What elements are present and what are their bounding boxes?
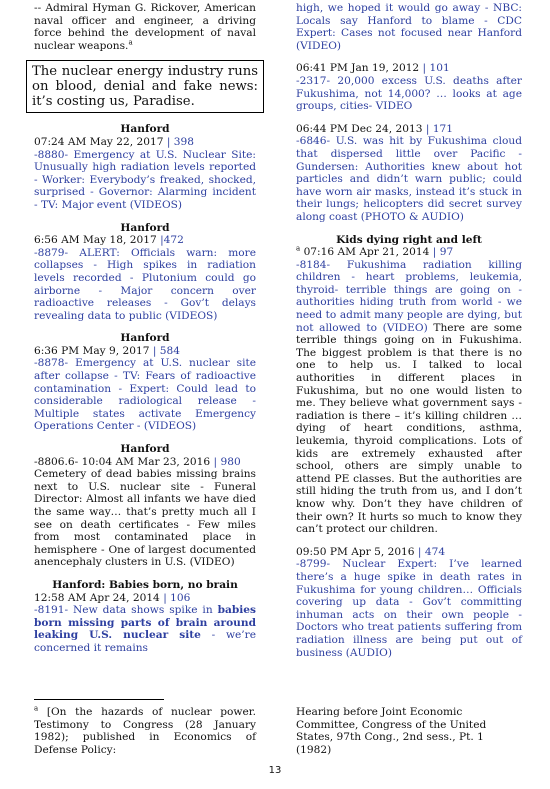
news-entry [34, 332, 256, 433]
rickover-quote-attribution: -- Admiral Hyman G. Rickover, American naval officer and engineer, a driving force behind the development of naval nuclear weapons.$^a$ [34, 2, 256, 52]
entry-meta: 07:24 AM May 22, 2017 | 398 [34, 135, 195, 148]
entry-count-link[interactable]: 398 [173, 135, 195, 148]
entry-heading: Hanford [120, 123, 170, 136]
news-entry [296, 234, 522, 536]
news-entry [296, 123, 522, 224]
entry-date: 6:56 AM May 18, 2017 [34, 234, 157, 247]
highlighted-text: babies born missing parts of brain around leaking U.S. nuclear site [34, 604, 256, 642]
entry-count-link[interactable]: 106 [170, 591, 191, 604]
news-entry [34, 579, 256, 655]
entry-date: 06:41 PM Jan 19, 2012 [296, 62, 420, 75]
entry-meta: 06:44 PM Dec 24, 2013 | 171 [296, 122, 454, 135]
entry-date: -8806.6- 10:04 AM Mar 23, 2016 [34, 455, 211, 468]
right-column [296, 2, 522, 659]
entry-body-link[interactable]: -8799- Nuclear Expert: I’ve learned there’s a huge spike in death rates in Fukushima for young children… Officials covering up data - Gov’t committing inhuman acts on their own people - Doctors who treat patients suffering from radiation illness are being put out of business (AUDIO) [296, 558, 522, 659]
callout-box: The nuclear energy industry runs on blood, denial and fake news: it’s costing us, Paradise. [26, 60, 264, 113]
entry-meta: 6:36 PM May 9, 2017 | 584 [34, 344, 181, 357]
footnote-marker: a [34, 704, 39, 713]
entry-heading: Hanford: Babies born, no brain [52, 578, 238, 591]
entry-meta: 09:50 PM Apr 5, 2016 | 474 [296, 545, 446, 558]
news-entry [34, 443, 256, 569]
entry-heading: Hanford [120, 332, 170, 345]
entry-meta: 12:58 AM Apr 24, 2014 | 106 [34, 591, 191, 604]
footnote-marker: a [128, 38, 133, 47]
footnote-left: $^a$ [On the hazards of nuclear power. Testimony to Congress (28 January 1982); published in Economics of Defense Policy: [34, 704, 256, 756]
entry-heading: Kids dying right and left [336, 233, 482, 246]
entry-count-link[interactable]: 472 [163, 234, 184, 247]
entry-date: 07:24 AM May 22, 2017 [34, 135, 164, 148]
footnote-divider [34, 699, 164, 700]
entry-meta: -8806.6- 10:04 AM Mar 23, 2016 | 980 [34, 455, 241, 468]
footnote-marker: a [296, 244, 301, 253]
entry-count-link[interactable]: 101 [429, 62, 450, 75]
entry-meta: $^a$ 07:16 AM Apr 21, 2014 | 97 [296, 244, 454, 259]
entry-count-link[interactable]: 584 [159, 344, 181, 357]
entry-count: 980 [220, 455, 241, 468]
quote-text: There are some terrible things going on in Fukushima. The biggest problem is that there is no one to help us. I talked to local authorities in different places in Fukushima, but no one would listen to me. They believe what government says - radiation is there – it’s killing children … dying of heart conditions, asthma, leukemia, thyroid complications. Lots of kids are extremely exhausted after school, others are simply unable to attend PE classes. But the authorities are still hiding the truth from us, and I don’t know why. Don’t they have children of their own? It hurts so much to know they can’t protect our children. [296, 321, 522, 536]
entry-body-link[interactable]: -8878- Emergency at U.S. nuclear site after collapse - TV: Fears of radioactive contamination - Expert: Could lead to considerable radiological release - Multiple states activate Emergency Operations Center - (VIDEOS) [34, 357, 256, 433]
entry-body-link[interactable]: -8879- ALERT: Officials warn: more collapses - High spikes in radiation levels recorded - Plutonium could go airborne - Major concern over radioactive releases - Gov’t delays revealing data to public (VIDEOS) [34, 246, 256, 322]
entry-body [296, 259, 522, 536]
entry-heading: Hanford [120, 221, 170, 234]
news-entry [296, 62, 522, 112]
entry-meta: 06:41 PM Jan 19, 2012 | 101 [296, 62, 450, 75]
news-entry [34, 222, 256, 323]
entry-count-link[interactable]: 97 [439, 246, 454, 259]
entry-date: 6:36 PM May 9, 2017 [34, 344, 150, 357]
entry-date: 06:44 PM Dec 24, 2013 [296, 122, 423, 135]
entry-count-link[interactable]: 171 [432, 122, 454, 135]
entry-body-link[interactable]: -8880- Emergency at U.S. Nuclear Site: Unusually high radiation levels reported - Worker: Everybody’s freaked, shocked, surprised - Governor: Alarming incident - TV: Major event (VIDEOS) [34, 148, 256, 211]
entry-body-link[interactable]: -6846- U.S. was hit by Fukushima cloud that dispersed little over Pacific - Gundersen: Authorities knew about hot particles and didn’t warn public; could have worn air masks, instead it’s stuck in their lungs; helicopters did secret survey along coast (PHOTO & AUDIO) [296, 135, 522, 223]
entry-date: 07:16 AM Apr 21, 2014 [303, 246, 430, 259]
entry-body-link[interactable]: -2317- 20,000 excess U.S. deaths after Fukushima, not 14,000? … looks at age groups, cities- VIDEO [296, 74, 522, 113]
news-entry [296, 546, 522, 659]
continuation-text-link[interactable]: high, we hoped it would go away - NBC: Locals say Hanford to blame - CDC Expert: Cases not focused near Hanford (VIDEO) [296, 2, 522, 52]
entry-body-link[interactable]: -8184- Fukushima radiation killing children - heart problems, leukemia, thyroid- terrible things are going on - authorities hiding truth from world - we need to admit many people are dying, but not allowed to (VIDEO) [296, 258, 522, 334]
entry-heading: Hanford [120, 443, 170, 456]
entry-meta: 6:56 AM May 18, 2017 |472 [34, 234, 184, 247]
entry-date: 09:50 PM Apr 5, 2016 [296, 545, 415, 558]
entry-count-link[interactable]: 474 [424, 545, 446, 558]
page-number: 13 [268, 765, 282, 776]
left-column [34, 2, 256, 655]
news-entry [34, 123, 256, 211]
entry-body-link[interactable]: -8191- New data shows spike in babies born missing parts of brain around leaking U.S. nuclear site - we’re concerned it remains [34, 604, 256, 654]
entry-body-link[interactable]: Cemetery of dead babies missing brains next to U.S. nuclear site - Funeral Director: Almost all infants we have died the same way… that’s pretty much all I see on death certificates - Few miles from most contaminated place in hemisphere - One of largest documented anencephaly clusters in U.S. (VIDEO) [34, 468, 256, 569]
footnote-right: Hearing before Joint Economic Committee, Congress of the United States, 97th Cong., 2nd sess., Pt. 1 (1982) [296, 706, 487, 756]
entry-date: 12:58 AM Apr 24, 2014 [34, 591, 160, 604]
